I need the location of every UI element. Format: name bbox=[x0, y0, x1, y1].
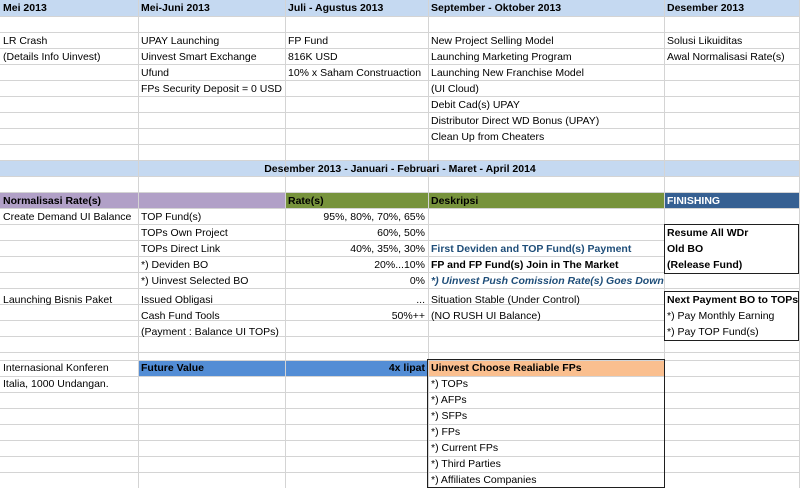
section-a-item-4[interactable]: *) Deviden BO bbox=[141, 259, 209, 271]
fps-item-5[interactable]: *) Current FPs bbox=[431, 442, 499, 454]
grid-line bbox=[0, 128, 800, 129]
section-b-desc-1[interactable]: Situation Stable (Under Control) bbox=[431, 294, 580, 306]
next-payment-line-2[interactable]: *) Pay Monthly Earning bbox=[667, 310, 775, 322]
cell-sep-6[interactable]: Distributor Direct WD Bonus (UPAY) bbox=[431, 115, 600, 127]
resume-box-title[interactable]: Resume All WDr bbox=[667, 227, 749, 239]
fps-item-2[interactable]: *) AFPs bbox=[431, 394, 467, 406]
cell-sep-5[interactable]: Debit Cad(s) UPAY bbox=[431, 99, 520, 111]
fps-item-3[interactable]: *) SFPs bbox=[431, 410, 468, 422]
cell-sep-4[interactable]: (UI Cloud) bbox=[431, 83, 479, 95]
grid-line bbox=[0, 144, 800, 145]
period-banner[interactable]: Desember 2013 - Januari - Februari - Maret - April 2014 bbox=[264, 163, 536, 175]
section-a-rate-5[interactable]: 0% bbox=[409, 275, 425, 287]
grid-line bbox=[0, 96, 800, 97]
resume-box-line-2[interactable]: Old BO bbox=[667, 243, 704, 255]
cell-meijuni-2[interactable]: Uinvest Smart Exchange bbox=[141, 51, 257, 63]
section-b-item-3[interactable]: (Payment : Balance UI TOPs) bbox=[141, 326, 279, 338]
cell-juli-1[interactable]: FP Fund bbox=[288, 35, 329, 47]
cell-sep-1[interactable]: New Project Selling Model bbox=[431, 35, 554, 47]
konferen-line-2[interactable]: Italia, 1000 Undangan. bbox=[3, 378, 109, 390]
cell-meijuni-4[interactable]: FPs Security Deposit = 0 USD bbox=[141, 83, 282, 95]
cell-meijuni-1[interactable]: UPAY Launching bbox=[141, 35, 220, 47]
period-header-mei-juni[interactable]: Mei-Juni 2013 bbox=[141, 2, 210, 14]
section-a-rate-2[interactable]: 60%, 50% bbox=[377, 227, 425, 239]
period-header-mei[interactable]: Mei 2013 bbox=[3, 2, 47, 14]
fps-item-1[interactable]: *) TOPs bbox=[431, 378, 468, 390]
deskripsi-header[interactable]: Deskripsi bbox=[431, 195, 479, 207]
grid-line bbox=[0, 440, 800, 441]
finishing-header[interactable]: FINISHING bbox=[667, 195, 721, 207]
resume-box-line-3[interactable]: (Release Fund) bbox=[667, 259, 743, 271]
section-a-desc-3[interactable]: First Deviden and TOP Fund(s) Payment bbox=[431, 243, 632, 255]
konferen-line-1[interactable]: Internasional Konferen bbox=[3, 362, 109, 374]
grid-line bbox=[0, 456, 800, 457]
normalisasi-header[interactable]: Normalisasi Rate(s) bbox=[3, 195, 102, 207]
section-a-item-2[interactable]: TOPs Own Project bbox=[141, 227, 228, 239]
fps-item-4[interactable]: *) FPs bbox=[431, 426, 461, 438]
grid-line bbox=[0, 16, 800, 17]
section-a-item-1[interactable]: TOP Fund(s) bbox=[141, 211, 202, 223]
section-a-desc-4[interactable]: FP and FP Fund(s) Join in The Market bbox=[431, 259, 619, 271]
cell-meijuni-3[interactable]: Ufund bbox=[141, 67, 170, 79]
future-value-label[interactable]: Future Value bbox=[141, 362, 205, 374]
grid-line bbox=[0, 392, 800, 393]
section-a-rate-3[interactable]: 40%, 35%, 30% bbox=[350, 243, 425, 255]
period-header-september-oktober[interactable]: September - Oktober 2013 bbox=[431, 2, 562, 14]
cell-juli-2[interactable]: 816K USD bbox=[288, 51, 338, 63]
fps-box-title[interactable]: Uinvest Choose Realiable FPs bbox=[431, 362, 582, 374]
cell-sep-2[interactable]: Launching Marketing Program bbox=[431, 51, 572, 63]
grid-line bbox=[0, 112, 800, 113]
grid-line bbox=[0, 472, 800, 473]
rate-header[interactable]: Rate(s) bbox=[288, 195, 324, 207]
cell-mei-1[interactable]: LR Crash bbox=[3, 35, 48, 47]
next-payment-line-3[interactable]: *) Pay TOP Fund(s) bbox=[667, 326, 759, 338]
period-header-juli-agustus[interactable]: Juli - Agustus 2013 bbox=[288, 2, 384, 14]
section-b-item-2[interactable]: Cash Fund Tools bbox=[141, 310, 220, 322]
section-b-label[interactable]: Launching Bisnis Paket bbox=[3, 294, 113, 306]
grid-line bbox=[0, 352, 800, 353]
cell-sep-7[interactable]: Clean Up from Cheaters bbox=[431, 131, 545, 143]
fps-item-7[interactable]: *) Affiliates Companies bbox=[431, 474, 537, 486]
section-a-rate-1[interactable]: 95%, 80%, 70%, 65% bbox=[323, 211, 425, 223]
section-a-item-5[interactable]: *) Uinvest Selected BO bbox=[141, 275, 249, 287]
section-a-rate-4[interactable]: 20%...10% bbox=[374, 259, 425, 271]
cell-juli-3[interactable]: 10% x Saham Construaction bbox=[288, 67, 422, 79]
cell-des-2[interactable]: Awal Normalisasi Rate(s) bbox=[667, 51, 785, 63]
section-b-rate-1[interactable]: ... bbox=[416, 294, 425, 306]
cell-mei-2[interactable]: (Details Info Uinvest) bbox=[3, 51, 101, 63]
next-payment-title[interactable]: Next Payment BO to TOPs bbox=[667, 294, 799, 306]
section-b-desc-2[interactable]: (NO RUSH UI Balance) bbox=[431, 310, 541, 322]
future-value-amount[interactable]: 4x lipat bbox=[388, 362, 425, 374]
section-a-item-3[interactable]: TOPs Direct Link bbox=[141, 243, 221, 255]
grid-line bbox=[0, 424, 800, 425]
section-a-label[interactable]: Create Demand UI Balance bbox=[3, 211, 132, 223]
cell-des-1[interactable]: Solusi Likuiditas bbox=[667, 35, 743, 47]
period-header-desember[interactable]: Desember 2013 bbox=[667, 2, 745, 14]
section-a-desc-5[interactable]: *) Uinvest Push Comission Rate(s) Goes Down bbox=[431, 275, 664, 287]
section-b-item-1[interactable]: Issued Obligasi bbox=[141, 294, 213, 306]
section-b-rate-2[interactable]: 50%++ bbox=[391, 310, 425, 322]
cell-sep-3[interactable]: Launching New Franchise Model bbox=[431, 67, 584, 79]
fps-item-6[interactable]: *) Third Parties bbox=[431, 458, 501, 470]
grid-line bbox=[0, 408, 800, 409]
